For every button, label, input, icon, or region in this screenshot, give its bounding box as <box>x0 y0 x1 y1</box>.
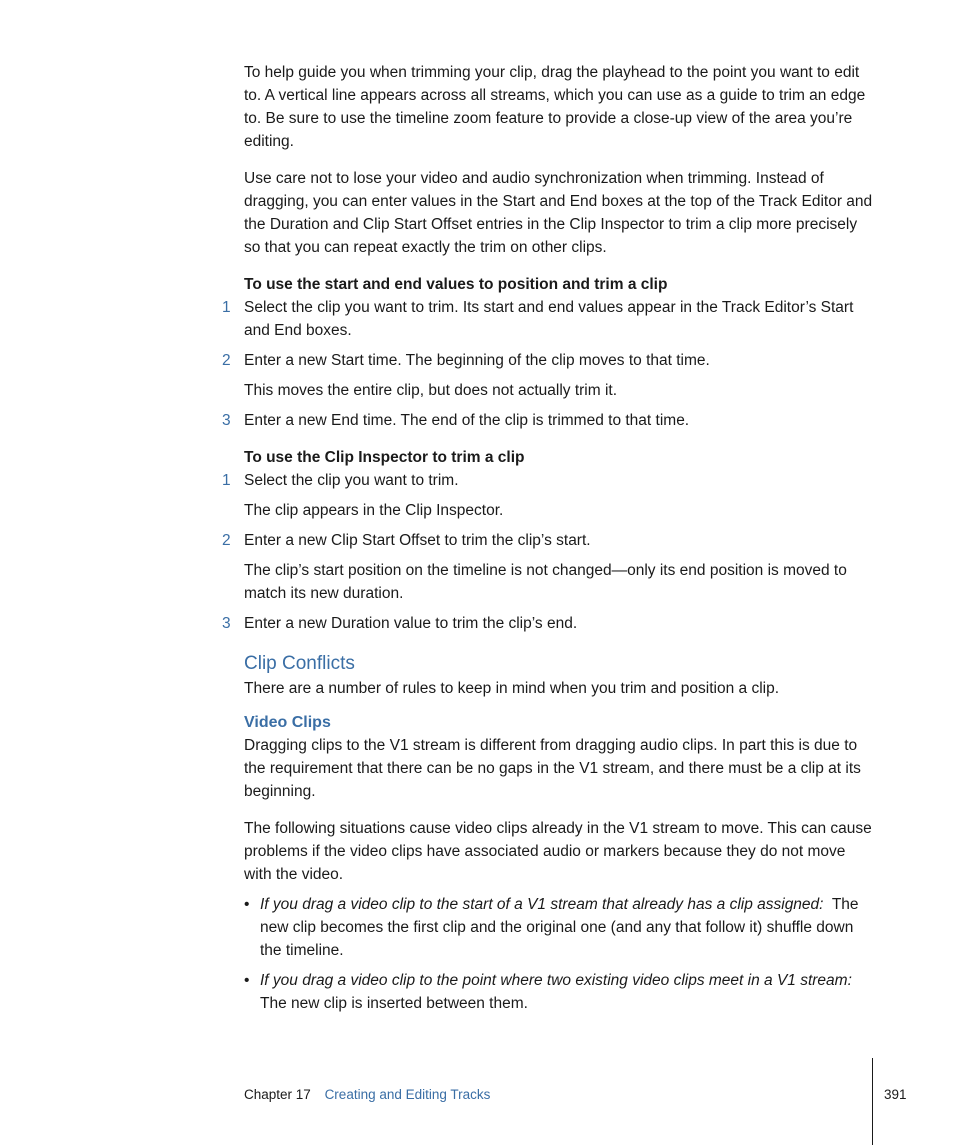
list-item <box>244 969 876 1015</box>
step-text: Enter a new Clip Start Offset to trim the clip’s start. <box>244 532 591 549</box>
subsection-paragraph-2: The following situations cause video clips already in the V1 stream to move. This can cause problems if the video clips have associated audio or markers because they do not move with the video. <box>244 820 872 883</box>
step-text: Select the clip you want to trim. <box>244 472 459 489</box>
step-text: Select the clip you want to trim. Its start and end values appear in the Track Editor’s Start and End boxes. <box>244 299 854 339</box>
step-text: Enter a new Start time. The beginning of the clip moves to that time. <box>244 352 710 369</box>
page-footer <box>244 1086 490 1104</box>
page-number: 391 <box>884 1087 907 1102</box>
list-item <box>244 893 876 962</box>
task2-note-1: The clip appears in the Clip Inspector. <box>244 502 504 519</box>
footer-chapter: Chapter 17 <box>244 1087 311 1102</box>
task2-note-2: The clip’s start position on the timeline is not changed—only its end position is moved to match its new duration. <box>244 562 847 602</box>
paragraph-sync-care: Use care not to lose your video and audio synchronization when trimming. Instead of dragging, you can enter values in the Start and End boxes at the top of the Track Editor and the Duration and Clip Start Offset entries in the Clip Inspector to trim a clip more precisely so that you can repeat exactly the trim on other clips. <box>244 170 873 256</box>
bullet-lead: If you drag a video clip to the point where two existing video clips meet in a V1 stream: <box>260 972 852 989</box>
bullet-text: The new clip is inserted between them. <box>260 995 528 1012</box>
conflict-bullet-list <box>244 893 876 1015</box>
task-heading-clip-inspector: To use the Clip Inspector to trim a clip <box>244 449 525 466</box>
task1-step-1 <box>222 296 876 342</box>
step-number: 1 <box>222 472 231 489</box>
footer-divider <box>872 1058 873 1145</box>
bullet-lead: If you drag a video clip to the start of a V1 stream that already has a clip assigned: <box>260 896 824 913</box>
task-heading-start-end: To use the start and end values to position and trim a clip <box>244 276 668 293</box>
section-title-clip-conflicts: Clip Conflicts <box>244 653 355 674</box>
task2-step-2 <box>222 529 876 552</box>
step-number: 2 <box>222 352 231 369</box>
bullet-glyph: • <box>244 972 250 989</box>
bullet-text: The new clip becomes the first clip and the original one (and any that follow it) shuffle down the timeline. <box>260 896 859 959</box>
task2-step-3 <box>222 612 876 635</box>
task2-step-1 <box>222 469 876 492</box>
page-content <box>222 61 876 1022</box>
bullet-glyph: • <box>244 896 250 913</box>
task1-note: This moves the entire clip, but does not actually trim it. <box>244 382 618 399</box>
step-number: 3 <box>222 615 231 632</box>
paragraph-playhead-guide: To help guide you when trimming your clip, drag the playhead to the point you want to edit to. A vertical line appears across all streams, which you can use as a guide to trim an edge to. Be sure to use the timeline zoom feature to provide a close-up view of the area you’re editing. <box>244 64 866 150</box>
task1-step-3 <box>222 409 876 432</box>
step-text: Enter a new Duration value to trim the clip’s end. <box>244 615 578 632</box>
footer-chapter-title[interactable]: Creating and Editing Tracks <box>324 1087 491 1102</box>
step-text: Enter a new End time. The end of the clip is trimmed to that time. <box>244 412 690 429</box>
subsection-title-video-clips: Video Clips <box>244 714 331 731</box>
step-number: 1 <box>222 299 231 316</box>
step-number: 3 <box>222 412 231 429</box>
subsection-paragraph-1: Dragging clips to the V1 stream is different from dragging audio clips. In part this is due to the requirement that there can be no gaps in the V1 stream, and there must be a clip at its beginning. <box>244 737 861 800</box>
section-intro: There are a number of rules to keep in mind when you trim and position a clip. <box>244 680 780 697</box>
step-number: 2 <box>222 532 231 549</box>
task1-step-2 <box>222 349 876 372</box>
